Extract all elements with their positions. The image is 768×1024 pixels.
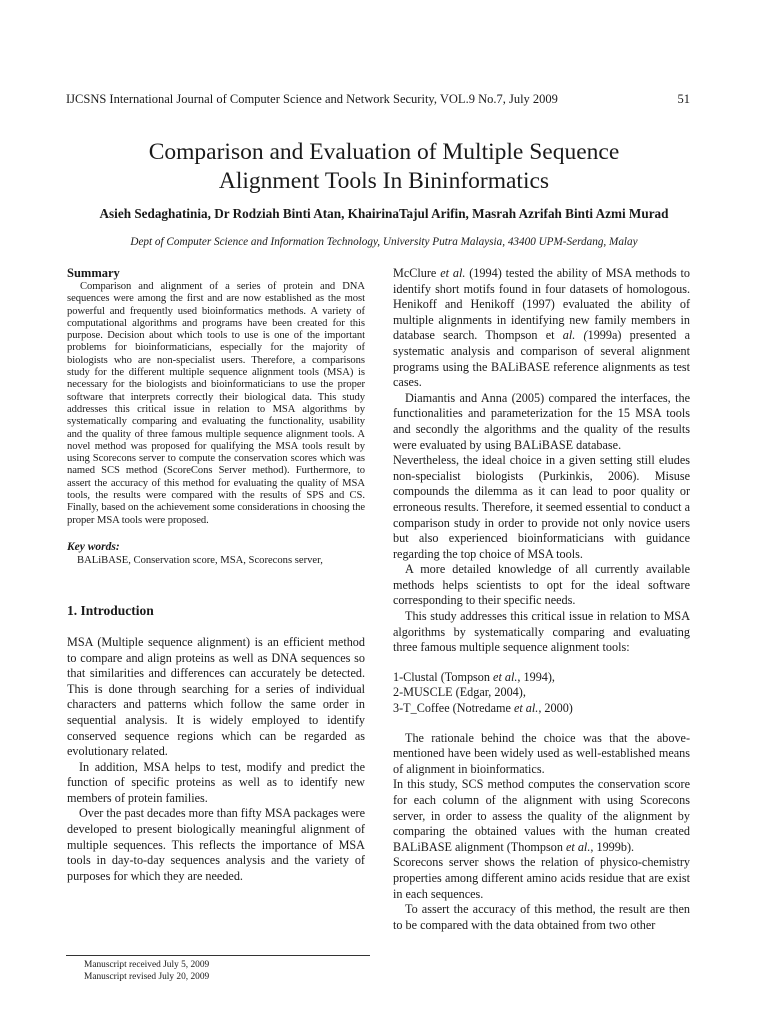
page-number: 51 [677, 92, 690, 106]
right-paragraph-4: A more detailed knowledge of all currently available methods helps scientists to opt for the ideal software corresponding to their specific needs. [393, 562, 690, 608]
right-paragraph-5: This study addresses this critical issue in relation to MSA algorithms by systematically comparing and evaluating three famous multiple sequence alignment tools: [393, 609, 690, 655]
list-item: 3-T_Coffee (Notredame et al., 2000) [393, 701, 573, 716]
summary-text: Comparison and alignment of a series of protein and DNA sequences were among the first and are now established as the most powerful and frequently used bioinformatics methods. A variety of computational algorithms and programs have been created for this purpose. Decision about which tools to use is one of the important problems for bioinformaticians, especially for the majority of biologists who are non-specialist users. Therefore, a comparisons study for the different multiple sequence alignment tools (MSA) is necessary for the biologists and bioinformaticians to use the proper software that interprets correctly their biological data. This study addresses this critical issue in relation to MSA algorithms by systematically comparing and evaluating the functionality, usability and the quality of three famous multiple sequence alignment tools. A novel method was proposed for qualifying the MSA tools result by using Scorecons server to compute the conservation scores which was named SCS method (ScoreCons Server method). Furthermore, to assert the accuracy of this method for evaluating the quality of MSA tools, the results were compared with the results of SPS and CS. Finally, based on the achievement some considerations in choosing the proper MSA tools were proposed. [67, 281, 365, 526]
intro-paragraph-3: Over the past decades more than fifty MSA packages were developed to present biologically meaningful alignment of multiple sequences. This reflects the importance of MSA tools in day-to-day sequences analysis and the variety of purposes for which they are needed. [67, 806, 365, 883]
keywords-heading: Key words: [67, 540, 120, 553]
title-line-2: Alignment Tools In Bininformatics [218, 168, 550, 194]
intro-paragraph-2: In addition, MSA helps to test, modify and predict the function of specific proteins as well as to identify new members of protein families. [67, 759, 365, 805]
introduction-heading: 1. Introduction [67, 602, 154, 618]
author-list: Asieh Sedaghatinia, Dr Rodziah Binti Atan, KhairinaTajul Arifin, Masrah Azrifah Binti Azmi Murad [99, 206, 669, 221]
footnote-divider [66, 955, 370, 956]
list-item: 1-Clustal (Tompson et al., 1994), [393, 669, 555, 684]
right-paragraph-1: McClure et al. (1994) tested the ability of MSA methods to identify short motifs found in four datasets of homologous. Henikoff and Henikoff (1997) evaluated the ability of multiple alignments in identifying new family members in database search. Thompson et al. (1999a) presented a systematic analysis and comparison of several alignment programs using the BALiBASE reference alignments as test cases. [393, 266, 691, 390]
right-paragraph-8: Scorecons server shows the relation of physico-chemistry properties among different amino acids residue that are exist in each sequences. [393, 855, 690, 901]
right-paragraph-9: To assert the accuracy of this method, the result are then to be compared with the data obtained from two other [393, 902, 690, 932]
intro-paragraph-1: MSA (Multiple sequence alignment) is an efficient method to compare and align proteins as well as DNA sequences so that similarities and differences can accurately be detected. This is done through searching for a series of individual characters and patterns which follow the same order in sequential analysis. It is widely employed to identify conserved sequence regions which can be regarded as evolutionary related. [67, 634, 365, 759]
affiliation: Dept of Computer Science and Information Technology, University Putra Malaysia, 43400 UPM-Serdang, Malay [130, 236, 638, 248]
right-column [393, 266, 690, 933]
running-header [66, 92, 690, 107]
right-paragraph-6: The rationale behind the choice was that the above-mentioned have been widely used as well-established means of alignment in bioinformatics. [393, 730, 690, 776]
list-item: 2-MUSCLE (Edgar, 2004), [393, 685, 526, 700]
footnote [84, 959, 209, 983]
summary-heading: Summary [67, 266, 120, 280]
paper-title [60, 138, 708, 196]
right-paragraph-7: In this study, SCS method computes the conservation score for each column of the alignment with using Scorecons server, in order to assess the quality of the alignment by comparing the obtained values with the human created BALiBASE alignment (Thompson et al., 1999b). [393, 777, 690, 854]
footnote-revised: Manuscript revised July 20, 2009 [84, 972, 210, 982]
title-line-1: Comparison and Evaluation of Multiple Sequence [148, 139, 620, 165]
keywords-text: BALiBASE, Conservation score, MSA, Scorecons server, [77, 554, 323, 566]
journal-name: IJCSNS International Journal of Computer Science and Network Security, VOL.9 No.7, July 2009 [66, 92, 558, 106]
footnote-received: Manuscript received July 5, 2009 [84, 960, 210, 970]
left-column [67, 266, 365, 884]
tools-list [393, 670, 690, 717]
right-paragraph-3: Nevertheless, the ideal choice in a given setting still eludes non-specialist biologists (Purkinkis, 2006). Misuse compounds the dilemma as it can lead to poor quality or erroneous results. Therefore, it seemed essential to conduct a comparison study in order to provide not only novice users but also experienced bioinformaticians with guidance regarding the top choice of MSA tools. [393, 453, 690, 561]
right-paragraph-2: Diamantis and Anna (2005) compared the interfaces, the functionalities and parameterization for the 15 MSA tools and secondly the algorithms and the quality of the results were evaluated by using BALiBASE database. [393, 390, 690, 452]
